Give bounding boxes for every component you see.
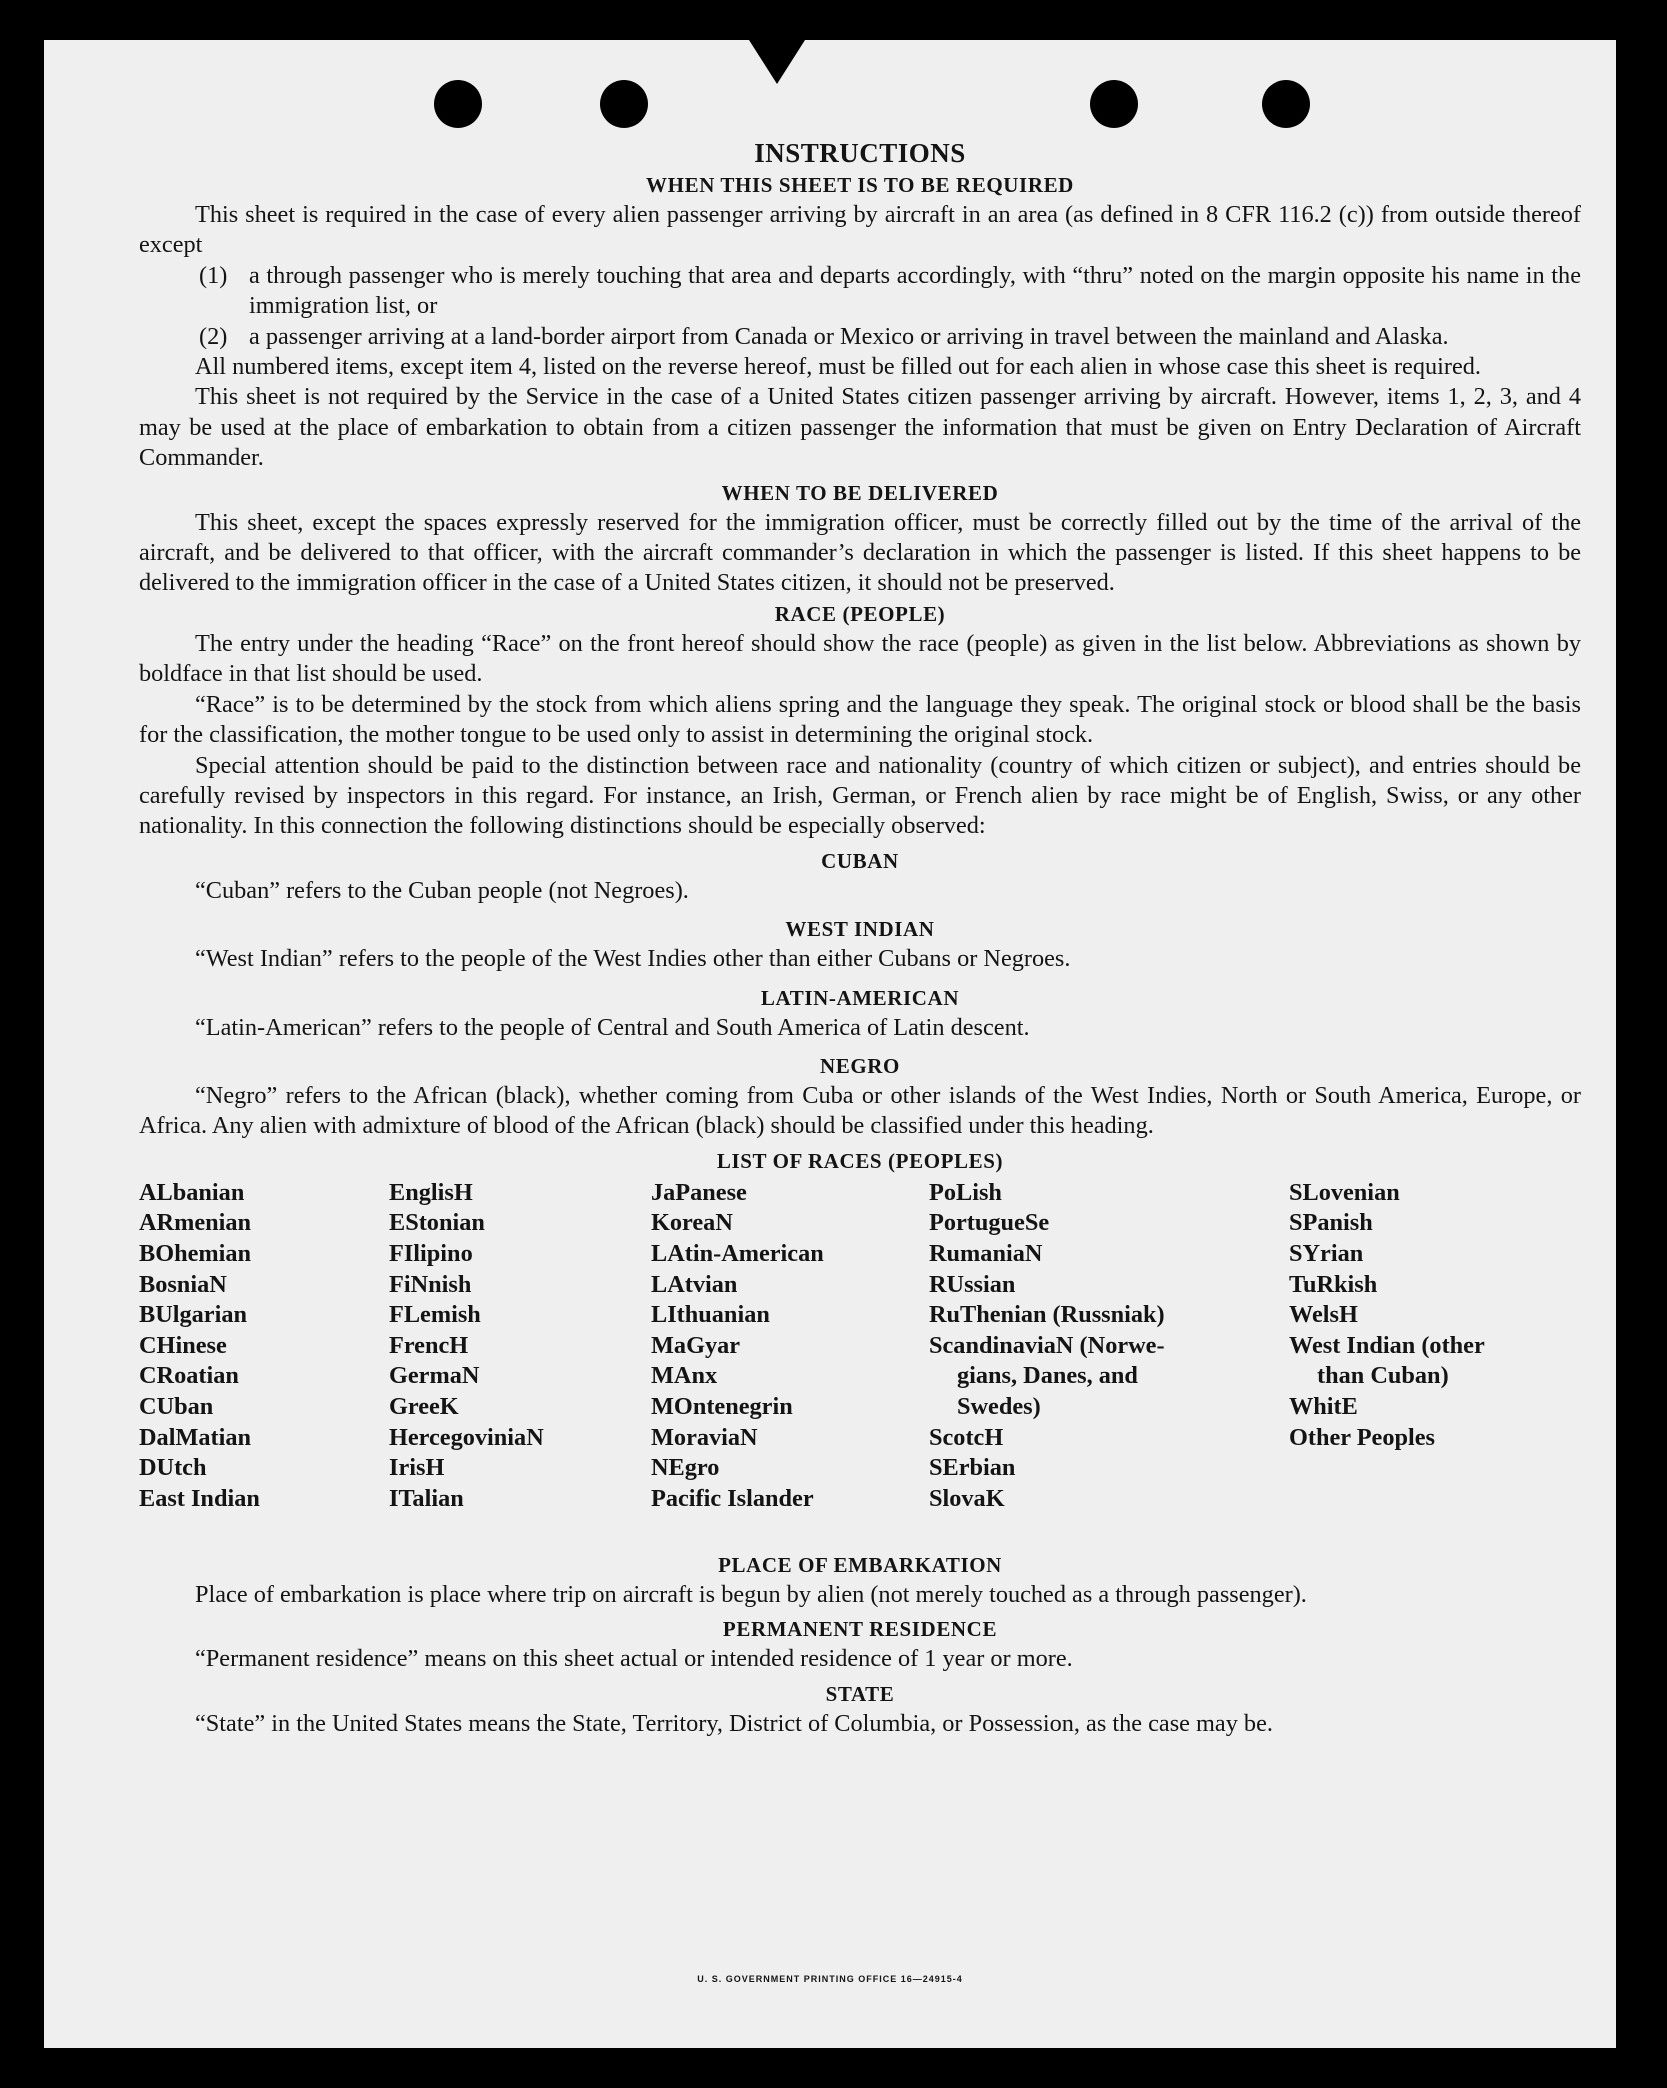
race-item: BOhemian xyxy=(139,1239,252,1267)
race-item: GreeK xyxy=(389,1392,459,1420)
list-item xyxy=(199,322,1581,352)
paragraph: All numbered items, except item 4, listed on the reverse hereof, must be filled out for each alien in whose case this sheet is required. xyxy=(195,353,1481,381)
paragraph: “Race” is to be determined by the stock from which aliens spring and the language they speak. The original stock or blood shall be the basis for the classification, the mother tongue to be used only to assist in determining the original stock. xyxy=(139,690,1581,749)
section-heading-latin-american: LATIN-AMERICAN xyxy=(760,985,960,1010)
paragraph: “Latin-American” refers to the people of Central and South America of Latin descent. xyxy=(195,1013,1030,1041)
section-heading-negro: NEGRO xyxy=(819,1053,900,1078)
paragraph: This sheet is required in the case of every alien passenger arriving by aircraft in an area (as defined in 8 CFR 116.2 (c)) from outside thereof except xyxy=(139,201,1581,259)
race-item: DalMatian xyxy=(139,1423,252,1451)
race-item: Pacific Islander xyxy=(651,1484,814,1512)
section-heading-required: WHEN THIS SHEET IS TO BE REQUIRED xyxy=(646,173,1074,197)
race-item: WelsH xyxy=(1289,1301,1358,1329)
race-item: KoreaN xyxy=(651,1209,733,1237)
race-item: BosniaN xyxy=(139,1270,227,1298)
race-item: FrencH xyxy=(389,1331,469,1359)
paper-tear xyxy=(749,40,805,84)
section-heading-race: RACE (PEOPLE) xyxy=(774,601,946,626)
race-item: HercegoviniaN xyxy=(389,1423,544,1451)
punch-hole xyxy=(1262,80,1310,128)
race-item: FiNnish xyxy=(389,1270,472,1298)
race-item: RuThenian (Russniak) xyxy=(929,1301,1165,1329)
race-item: LIthuanian xyxy=(651,1301,770,1329)
race-item: MaGyar xyxy=(651,1331,741,1359)
section-heading-west-indian: WEST INDIAN xyxy=(785,917,935,942)
race-item: CUban xyxy=(139,1392,214,1420)
race-item: LAtvian xyxy=(651,1270,738,1298)
race-item: SPanish xyxy=(1289,1209,1373,1237)
punch-hole xyxy=(434,80,482,128)
race-item: ScandinaviaN (Norwe- xyxy=(929,1331,1165,1359)
race-item: CRoatian xyxy=(139,1362,239,1390)
races-column-4 xyxy=(929,1178,1165,1515)
list-item-text: a passenger arriving at a land-border airport from Canada or Mexico or arriving in travel between the mainland and Alaska. xyxy=(249,322,1449,350)
race-item: RUssian xyxy=(929,1270,1016,1298)
race-item: Other Peoples xyxy=(1289,1423,1435,1451)
race-item: East Indian xyxy=(139,1484,260,1512)
list-item-number: (2) xyxy=(199,322,228,350)
section-heading-embarkation: PLACE OF EMBARKATION xyxy=(718,1552,1002,1577)
race-item: JaPanese xyxy=(651,1178,747,1206)
race-item: ScotcH xyxy=(929,1423,1004,1451)
paragraph: “Cuban” refers to the Cuban people (not Negroes). xyxy=(195,876,689,904)
paragraph: “State” in the United States means the State, Territory, District of Columbia, or Possession, as the case may be. xyxy=(195,1709,1273,1737)
race-item: SlovaK xyxy=(929,1484,1005,1512)
race-item: LAtin-American xyxy=(651,1239,824,1267)
race-item: SErbian xyxy=(929,1454,1016,1482)
race-item: ARmenian xyxy=(139,1209,252,1237)
instructions-body xyxy=(139,136,1581,1739)
race-item: ITalian xyxy=(389,1484,464,1512)
race-item: IrisH xyxy=(389,1454,445,1482)
race-item-continuation: than Cuban) xyxy=(1317,1362,1449,1390)
race-item: WhitE xyxy=(1289,1392,1358,1420)
race-item: RumaniaN xyxy=(929,1239,1043,1267)
races-column-1 xyxy=(139,1178,260,1515)
page-title: INSTRUCTIONS xyxy=(754,138,966,168)
race-item: CHinese xyxy=(139,1331,227,1359)
paragraph: This sheet, except the spaces expressly reserved for the immigration officer, must be correctly filled out by the time of the arrival of the aircraft, and be delivered to that officer, with the aircraft commander’s declaration in which the passenger is listed. If this sheet happens to be delivered to the immigration officer in the case of a United States citizen, it should not be preserved. xyxy=(139,508,1581,597)
punch-hole xyxy=(600,80,648,128)
paragraph: Special attention should be paid to the distinction between race and nationality (country of which citizen or subject), and entries should be carefully revised by inspectors in this regard. For instance, an Irish, German, or French alien by race might be of English, Swiss, or any other nationality. In this connection the following distinctions should be especially observed: xyxy=(139,751,1581,840)
race-item: EnglisH xyxy=(389,1178,473,1206)
section-heading-cuban: CUBAN xyxy=(821,848,899,873)
races-column-2 xyxy=(389,1178,544,1515)
race-item: MOntenegrin xyxy=(651,1392,793,1420)
printing-office-footer: U. S. GOVERNMENT PRINTING OFFICE 16—24915-4 xyxy=(697,1974,963,1984)
race-item: NEgro xyxy=(651,1454,720,1482)
race-item: SLovenian xyxy=(1289,1178,1400,1206)
paragraph: This sheet is not required by the Service in the case of a United States citizen passenger arriving by aircraft. However, items 1, 2, 3, and 4 may be used at the place of embarkation to obtain from a citizen passenger the information that must be given on Entry Declaration of Aircraft Commander. xyxy=(139,383,1581,472)
race-item-continuation: gians, Danes, and xyxy=(957,1362,1138,1390)
list-item-text: a through passenger who is merely touching that area and departs accordingly, with “thru” noted on the margin opposite his name in the immigration list, or xyxy=(249,261,1581,320)
race-item: MAnx xyxy=(651,1362,718,1390)
race-item: FIlipino xyxy=(389,1239,473,1267)
list-item-number: (1) xyxy=(199,261,228,289)
document-page xyxy=(44,40,1616,2048)
race-item: West Indian (other xyxy=(1289,1331,1485,1359)
race-item: PoLish xyxy=(929,1178,1002,1206)
punch-hole xyxy=(1090,80,1138,128)
races-list xyxy=(139,1178,1581,1546)
race-item-continuation: Swedes) xyxy=(957,1392,1041,1420)
race-item: EStonian xyxy=(389,1209,485,1237)
paragraph: Place of embarkation is place where trip on aircraft is begun by alien (not merely touched as a through passenger). xyxy=(195,1580,1307,1608)
section-heading-races-list: LIST OF RACES (PEOPLES) xyxy=(716,1148,1004,1173)
races-column-5 xyxy=(1289,1178,1485,1453)
race-item: PortugueSe xyxy=(929,1209,1050,1237)
list-item xyxy=(199,261,1581,322)
race-item: GermaN xyxy=(389,1362,480,1390)
paragraph: “West Indian” refers to the people of the West Indies other than either Cubans or Negroes. xyxy=(195,945,1071,973)
race-item: DUtch xyxy=(139,1454,207,1482)
section-heading-state: STATE xyxy=(825,1681,895,1706)
races-column-3 xyxy=(651,1178,824,1515)
race-item: TuRkish xyxy=(1289,1270,1378,1298)
paragraph: “Negro” refers to the African (black), whether coming from Cuba or other islands of the West Indies, North or South America, Europe, or Africa. Any alien with admixture of blood of the African (black) should be classified under this heading. xyxy=(139,1081,1581,1140)
race-item: FLemish xyxy=(389,1301,481,1329)
paragraph: “Permanent residence” means on this sheet actual or intended residence of 1 year or more. xyxy=(195,1645,1073,1673)
section-heading-residence: PERMANENT RESIDENCE xyxy=(722,1617,998,1642)
race-item: SYrian xyxy=(1289,1239,1364,1267)
paragraph: The entry under the heading “Race” on the front hereof should show the race (people) as given in the list below. Abbreviations as shown by boldface in that list should be used. xyxy=(139,629,1581,688)
race-item: BUlgarian xyxy=(139,1301,247,1329)
section-heading-delivered: WHEN TO BE DELIVERED xyxy=(721,480,999,505)
race-item: ALbanian xyxy=(139,1178,245,1206)
race-item: MoraviaN xyxy=(651,1423,758,1451)
